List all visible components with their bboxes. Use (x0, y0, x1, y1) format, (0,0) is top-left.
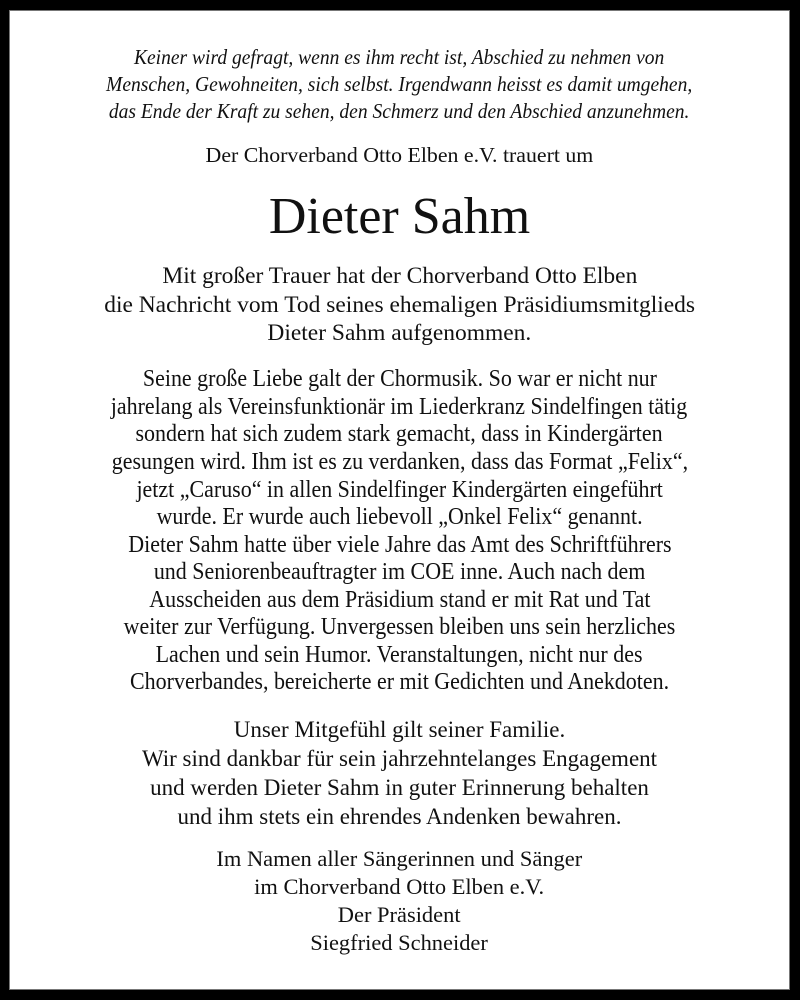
paragraph-text: jahrelang als Vereinsfunktionär im Liederkranz Sindelfingen tätig (111, 394, 688, 420)
paragraph-text: jetzt „Caruso“ in allen Sindelfinger Kindergärten eingeführt (136, 477, 663, 503)
paragraph-2-line-10 (10, 615, 789, 639)
paragraph-2-line-9 (10, 588, 789, 612)
paragraph-text: Dieter Sahm hatte über viele Jahre das Amt des Schriftführers (127, 532, 672, 558)
intro-text: Der Chorverband Otto Elben e.V. trauert um (205, 143, 594, 167)
paragraph-2-line-6 (10, 505, 789, 529)
paragraph-text: Wir sind dankbar für sein jahrzehntelanges Engagement (141, 746, 658, 771)
paragraph-2-line-5 (10, 478, 789, 502)
deceased-name (10, 188, 789, 245)
intro-line (10, 145, 789, 166)
paragraph-3-line-3 (10, 776, 789, 799)
paragraph-text: gesungen wird. Ihm ist es zu verdanken, dass das Format „Felix“, (111, 449, 688, 475)
obituary-notice (9, 10, 790, 990)
paragraph-text: Seine große Liebe galt der Chormusik. So war er nicht nur (142, 366, 657, 392)
paragraph-text: Chorverbandes, bereicherte er mit Gedichten und Anekdoten. (129, 669, 670, 695)
paragraph-2-line-3 (10, 422, 789, 446)
signature-line-1 (10, 848, 789, 870)
motto-text: das Ende der Kraft zu sehen, den Schmerz und den Abschied anzunehmen. (109, 99, 690, 123)
signature-text: Im Namen aller Sängerinnen und Sänger (216, 846, 583, 871)
signature-text: im Chorverband Otto Elben e.V. (254, 874, 545, 899)
paragraph-text: wurde. Er wurde auch liebevoll „Onkel Felix“ genannt. (156, 504, 643, 530)
paragraph-text: die Nachricht vom Tod seines ehemaligen Präsidiumsmitglieds (104, 292, 695, 317)
signature-line-2 (10, 876, 789, 898)
paragraph-2-line-4 (10, 450, 789, 474)
signature-line-3 (10, 904, 789, 926)
paragraph-3-line-2 (10, 747, 789, 770)
paragraph-text: Dieter Sahm aufgenommen. (267, 320, 532, 345)
paragraph-text: und Seniorenbeauftragter im COE inne. Auch nach dem (153, 559, 646, 585)
paragraph-2-line-1 (10, 367, 789, 391)
paragraph-2-line-7 (10, 533, 789, 557)
paragraph-text: und werden Dieter Sahm in guter Erinnerung behalten (150, 775, 649, 800)
paragraph-2-line-8 (10, 560, 789, 584)
motto-line-2 (10, 74, 789, 95)
motto-text: Keiner wird gefragt, wenn es ihm recht ist, Abschied zu nehmen von (134, 45, 665, 69)
paragraph-1-line-3 (10, 321, 789, 344)
paragraph-text: Ausscheiden aus dem Präsidium stand er mit Rat und Tat (148, 587, 651, 613)
motto-line-3 (10, 101, 789, 122)
paragraph-2-line-11 (10, 643, 789, 667)
paragraph-2-line-2 (10, 395, 789, 419)
paragraph-3-line-4 (10, 805, 789, 828)
motto-line-1 (10, 47, 789, 68)
paragraph-text: sondern hat sich zudem stark gemacht, dass in Kindergärten (135, 421, 664, 447)
signature-text: Der Präsident (338, 902, 461, 927)
signature-line-4 (10, 932, 789, 954)
paragraph-1-line-1 (10, 264, 789, 287)
deceased-name-text: Dieter Sahm (268, 188, 531, 245)
signature-text: Siegfried Schneider (310, 930, 489, 955)
paragraph-1-line-2 (10, 293, 789, 316)
paragraph-2-line-12 (10, 670, 789, 694)
paragraph-text: und ihm stets ein ehrendes Andenken bewahren. (177, 804, 622, 829)
paragraph-3-line-1 (10, 718, 789, 741)
motto-text: Menschen, Gewohneiten, sich selbst. Irgendwann heisst es damit umgehen, (106, 72, 693, 96)
paragraph-text: Mit großer Trauer hat der Chorverband Otto Elben (162, 263, 637, 288)
paragraph-text: Lachen und sein Humor. Veranstaltungen, nicht nur des (156, 642, 643, 668)
paragraph-text: weiter zur Verfügung. Unvergessen bleiben uns sein herzliches (123, 614, 676, 640)
paragraph-text: Unser Mitgefühl gilt seiner Familie. (233, 717, 566, 742)
